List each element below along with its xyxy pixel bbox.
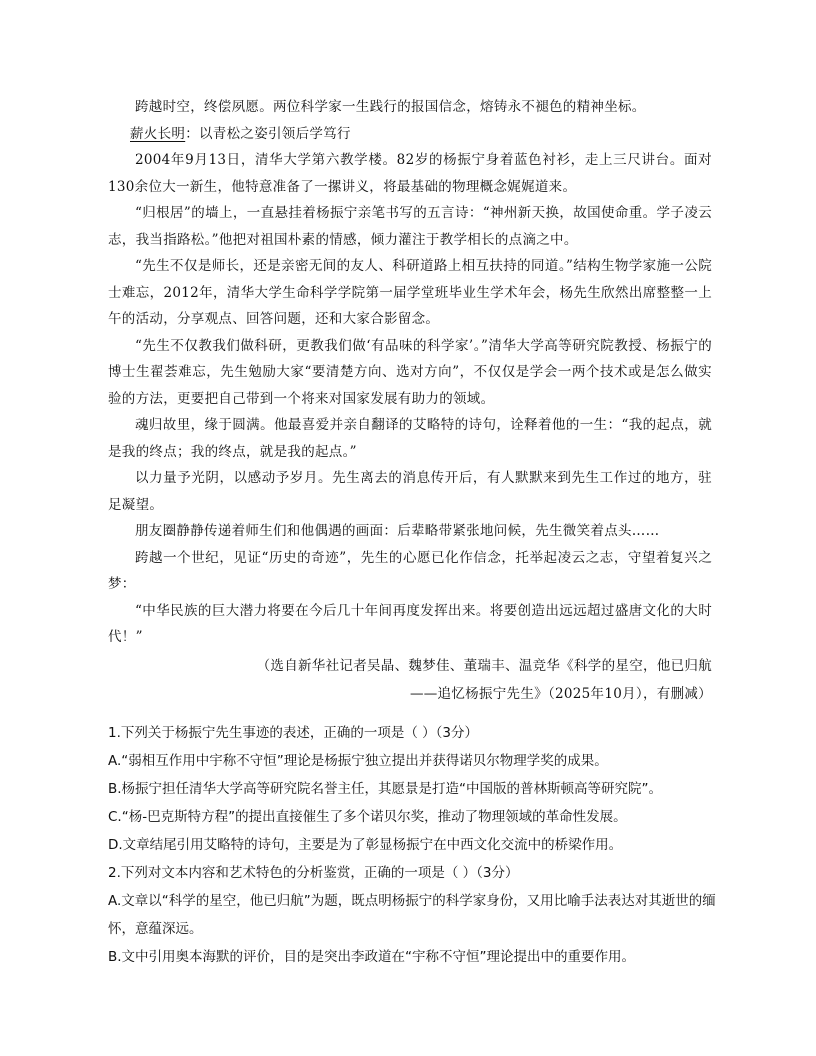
article-paragraph: 朋友圈静静传递着师生们和他偶遇的画面：后辈略带紧张地问候，先生微笑着点头…… — [135, 523, 660, 539]
article-paragraph: 跨越一个世纪，见证“历史的奇迹”，先生的心愿已化作信念，托举起凌云之志，守望着复兴之梦： — [108, 549, 712, 592]
question-2-stem: 2.下列对文本内容和艺术特色的分析鉴赏，正确的一项是（ ）（3分） — [108, 865, 519, 881]
questions-section — [108, 719, 718, 971]
question-1-option-a: A.“弱相互作用中宇称不守恒”理论是杨振宁独立提出并获得诺贝尔物理学奖的成果。 — [108, 753, 608, 769]
article-paragraph: “先生不仅是师长，还是亲密无间的友人、科研道路上相互扶持的同道。”结构生物学家施一公院士难忘，2012年，清华大学生命科学学院第一届学堂班毕业生学术年会，杨先生欣然出席整整一上午的活动，分享观点、回答问题，还和大家合影留念。 — [108, 258, 712, 327]
article-paragraph: 以力量予光阴，以感动予岁月。先生离去的消息传开后，有人默默来到先生工作过的地方，驻足凝望。 — [108, 470, 712, 513]
article-quote: “中华民族的巨大潜力将要在今后几十年间再度发挥出来。将要创造出远远超过盛唐文化的大时代！” — [108, 602, 712, 645]
article-body — [108, 94, 712, 708]
question-1-option-b: B.杨振宁担任清华大学高等研究院名誉主任，其愿景是打造“中国版的普林斯顿高等研究院”。 — [108, 781, 663, 797]
article-intro: 跨越时空，终偿夙愿。两位科学家一生践行的报国信念，熔铸永不褪色的精神坐标。 — [135, 99, 646, 115]
section-subheading-label: 薪火长明 — [130, 125, 186, 142]
source-citation-line-1: （选自新华社记者吴晶、魏梦佳、董瑞丰、温竞华《科学的星空，他已归航 — [256, 657, 712, 674]
source-citation-line-2: ——追忆杨振宁先生》（2025年10月），有删减） — [409, 686, 712, 702]
article-paragraph: 魂归故里，缘于圆满。他最喜爱并亲自翻译的艾略特的诗句，诠释着他的一生：“我的起点，就是我的终点；我的终点，就是我的起点。” — [108, 417, 712, 460]
question-1-option-d: D.文章结尾引用艾略特的诗句，主要是为了彰显杨振宁在中西文化交流中的桥梁作用。 — [108, 837, 623, 853]
article-paragraph: “先生不仅教我们做科研，更教我们做‘有品味的科学家’。”清华大学高等研究院教授、杨振宁的博士生翟荟难忘，先生勉励大家“要清楚方向、选对方向”，不仅仅是学会一两个技术或是怎么做实验的方法，更要把自己带到一个将来对国家发展有助力的领域。 — [108, 337, 712, 407]
question-2-option-b: B.文中引用奥本海默的评价，目的是突出李政道在“宇称不守恒”理论提出中的重要作用。 — [108, 949, 636, 965]
article-paragraph: “归根居”的墙上，一直悬挂着杨振宁亲笔书写的五言诗：“神州新天换，故国使命重。学子凌云志，我当指路松。”他把对祖国朴素的情感，倾力灌注于教学相长的点滴之中。 — [108, 205, 712, 248]
section-subheading-text: ：以青松之姿引领后学笃行 — [185, 125, 351, 142]
question-2-option-a: A.文章以“科学的星空，他已归航”为题，既点明杨振宁的科学家身份，又用比喻手法表达对其逝世的缅怀，意蕴深远。 — [108, 893, 716, 937]
section-subheading — [108, 121, 712, 148]
article-paragraph: 2004年9月13日，清华大学第六教学楼。82岁的杨振宁身着蓝色衬衫，走上三尺讲台。面对130余位大一新生，他特意准备了一摞讲义，将最基础的物理概念娓娓道来。 — [108, 152, 712, 195]
question-1-stem: 1.下列关于杨振宁先生事迹的表述，正确的一项是（ ）（3分） — [108, 725, 479, 741]
question-1-option-c: C.“杨-巴克斯特方程”的提出直接催生了多个诺贝尔奖，推动了物理领域的革命性发展。 — [108, 809, 627, 825]
